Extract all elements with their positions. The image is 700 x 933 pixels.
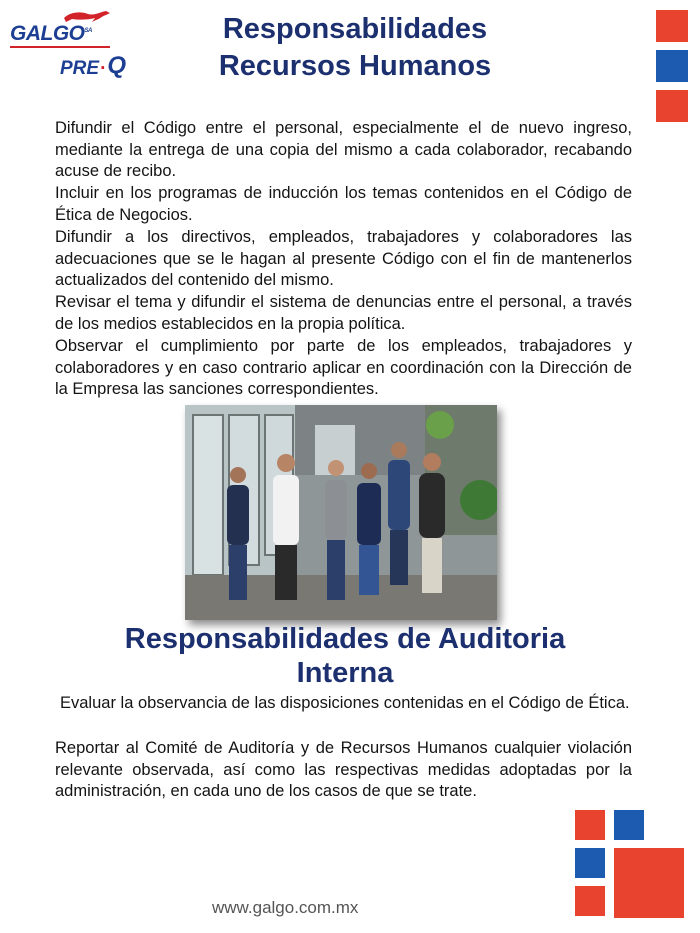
- hr-paragraph-1: Difundir el Código entre el personal, especialmente el de nuevo ingreso, mediante la entrega de una copia del mismo a cada colaborador, recabando acuse de recibo.: [55, 119, 632, 180]
- page-title-line1: Responsabilidades: [222, 13, 488, 45]
- hr-paragraph-3: Difundir a los directivos, empleados, trabajadores y colaboradores las adecuaciones que se le hagan al presente Código con el fin de mantenerlos actualizados del contenido del mismo.: [55, 228, 632, 289]
- preq-q: Q: [107, 52, 127, 79]
- galgo-logo: [10, 8, 115, 48]
- deco-square-red-large: [614, 848, 684, 918]
- deco-square-red-bl: [575, 810, 605, 840]
- galgo-underline: [10, 46, 110, 48]
- website-link[interactable]: www.galgo.com.mx: [212, 898, 359, 917]
- hr-paragraph-2: Incluir en los programas de inducción los temas contenidos en el Código de Ética de Negocios.: [55, 184, 632, 224]
- galgo-wordmark: $GALGO^{SA}$: [10, 22, 92, 45]
- audit-paragraph-2: Reportar al Comité de Auditoría y de Recursos Humanos cualquier violación relevante observada, así como las respectivas medidas adoptadas por la administración, en cada uno de los casos de que se trate.: [55, 739, 632, 800]
- deco-square-blue-br: [614, 810, 644, 840]
- preq-pre: PRE: [60, 58, 100, 79]
- deco-square-blue-left: [575, 848, 605, 878]
- audit-paragraph-1: Evaluar la observancia de las disposiciones contenidas en el Código de Ética.: [60, 694, 630, 712]
- audit-title-line2: Interna: [296, 657, 394, 689]
- deco-square-red-mid: [656, 90, 688, 122]
- hr-paragraph-4: Revisar el tema y difundir el sistema de denuncias entre el personal, a través de los medios establecidos en la propia política.: [55, 293, 632, 333]
- team-photo: [185, 405, 497, 620]
- deco-square-blue-top: [656, 50, 688, 82]
- galgo-mark: SA: [84, 28, 92, 34]
- deco-square-red-top: [656, 10, 688, 42]
- page-title-line2: Recursos Humanos: [218, 50, 492, 82]
- preq-logo: [60, 50, 126, 80]
- preq-dot: ·: [100, 58, 107, 79]
- hr-paragraph-5: Observar el cumplimiento por parte de los empleados, trabajadores y colaboradores y en caso contrario aplicar en coordinación con la Dirección de la Empresa las sanciones correspondientes.: [55, 337, 632, 398]
- deco-square-red-bottom: [575, 886, 605, 916]
- audit-title-line1: Responsabilidades de Auditoria: [124, 623, 566, 655]
